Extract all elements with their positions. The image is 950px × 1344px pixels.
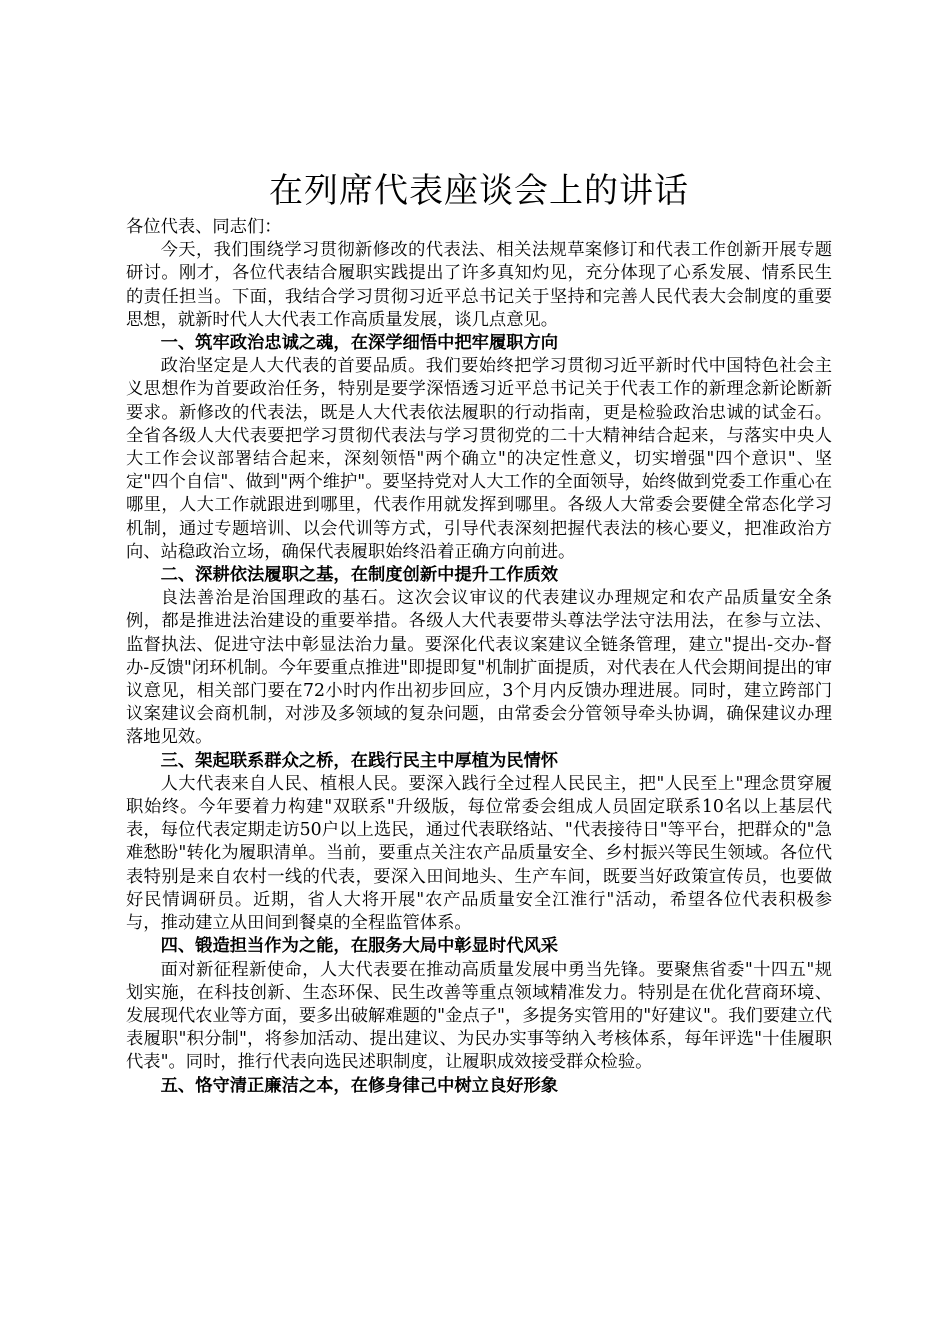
salutation: 各位代表、同志们： bbox=[126, 217, 282, 237]
section-heading-2: 二、深耕依法履职之基，在制度创新中提升工作质效 bbox=[160, 565, 559, 586]
section-heading-3: 三、架起联系群众之桥，在践行民主中厚植为民情怀 bbox=[160, 750, 559, 771]
section-body-3: 人大代表来自人民、植根人民。要深入践行全过程人民民主，把"人民至上"理念贯穿履职始终。今年要着力构建"双联系"升级版，每位常委会组成人员固定联系10名以上基层代表，每位代表定期走访50户以上选民，通过代表联络站、"代表接待日"等平台，把群众的"急难愁盼"转化为履职清单。当前，要重点关注农产品质量安全、乡村振兴等民生领域。各位代表特别是来自农村一线的代表，要深入田间地头、生产车间，既要当好政策宣传员，也要做好民情调研员。近期，省人大将开展"农产品质量安全江淮行"活动，希望各位代表积极参与，推动建立从田间到餐桌的全程监管体系。 bbox=[126, 773, 832, 934]
section-body-1: 政治坚定是人大代表的首要品质。我们要始终把学习贯彻习近平新时代中国特色社会主义思想作为首要政治任务，特别是要学深悟透习近平总书记关于代表工作的新理念新论断新要求。新修改的代表法，既是人大代表依法履职的行动指南，更是检验政治忠诚的试金石。全省各级人大代表要把学习贯彻代表法与学习贯彻党的二十大精神结合起来，与落实中央人大工作会议部署结合起来，深刻领悟"两个确立"的决定性意义，切实增强"四个意识"、坚定"四个自信"、做到"两个维护"。要坚持党对人大工作的全面领导，始终做到党委工作重心在哪里，人大工作就跟进到哪里，代表作用就发挥到哪里。各级人大常委会要健全常态化学习机制，通过专题培训、以会代训等方式，引导代表深刻把握代表法的核心要义，把准政治方向、站稳政治立场，确保代表履职始终沿着正确方向前进。 bbox=[126, 356, 832, 562]
intro-paragraph: 今天，我们围绕学习贯彻新修改的代表法、相关法规草案修订和代表工作创新开展专题研讨。刚才，各位代表结合履职实践提出了许多真知灼见，充分体现了心系发展、情系民生的责任担当。下面，我结合学习贯彻习近平总书记关于坚持和完善人民代表大会制度的重要思想，就新时代人大代表工作高质量发展，谈几点意见。 bbox=[126, 240, 832, 330]
section-heading-1: 一、筑牢政治忠诚之魂，在深学细悟中把牢履职方向 bbox=[160, 333, 559, 354]
section-body-2: 良法善治是治国理政的基石。这次会议审议的代表建议办理规定和农产品质量安全条例，都是推进法治建设的重要举措。各级人大代表要带头尊法学法守法用法，在参与立法、监督执法、促进守法中彰显法治力量。要深化代表议案建议全链条管理，建立"提出-交办-督办-反馈"闭环机制。今年要重点推进"即提即复"机制扩面提质，对代表在人代会期间提出的审议意见，相关部门要在72小时内作出初步回应，3个月内反馈办理进展。同时，建立跨部门议案建议会商机制，对涉及多领域的复杂问题，由常委会分管领导牵头协调，确保建议办理落地见效。 bbox=[126, 588, 832, 748]
section-heading-5: 五、恪守清正廉洁之本，在修身律己中树立良好形象 bbox=[160, 1075, 559, 1096]
section-heading-4: 四、锻造担当作为之能，在服务大局中彰显时代风采 bbox=[160, 936, 559, 957]
document-title: 在列席代表座谈会上的讲话 bbox=[269, 171, 689, 211]
document-page bbox=[126, 166, 832, 1098]
section-body-4: 面对新征程新使命，人大代表要在推动高质量发展中勇当先锋。要聚焦省委"十四五"规划实施，在科技创新、生态环保、民生改善等重点领域精准发力。特别是在优化营商环境、发展现代农业等方面，要多出破解难题的"金点子"，多提务实管用的"好建议"。我们要建立代表履职"积分制"，将参加活动、提出建议、为民办实事等纳入考核体系，每年评选"十佳履职代表"。同时，推行代表向选民述职制度，让履职成效接受群众检验。 bbox=[126, 959, 832, 1073]
